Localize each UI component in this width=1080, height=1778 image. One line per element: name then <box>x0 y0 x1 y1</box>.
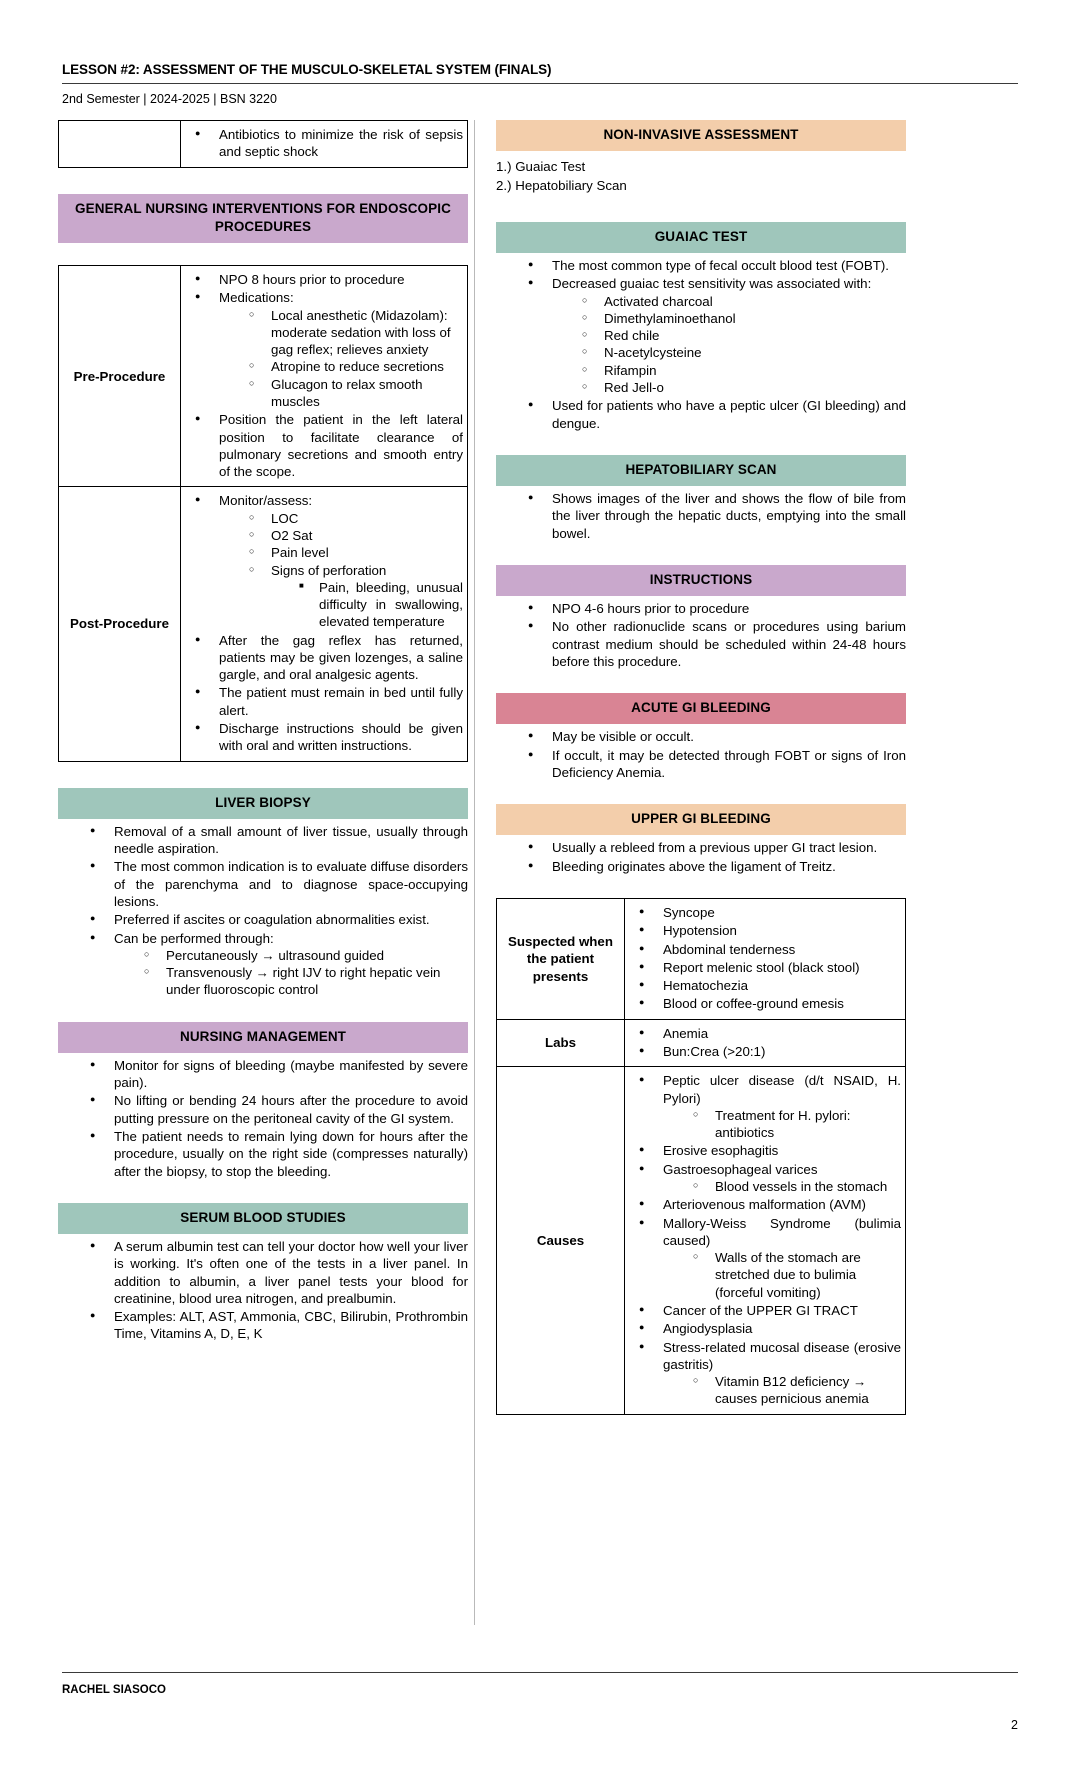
list-item: ● May be visible or occult. <box>526 728 906 745</box>
carryover-list <box>185 126 463 161</box>
hepatobiliary-scan-banner: HEPATOBILIARY SCAN <box>496 455 906 486</box>
sub-list-item: ○ Blood vessels in the stomach <box>691 1178 901 1195</box>
column-divider <box>474 120 475 1625</box>
list-item <box>193 684 463 719</box>
sub-list-item: ○ Red Jell-o <box>580 379 906 396</box>
instructions-banner: INSTRUCTIONS <box>496 565 906 596</box>
list-item: ● Examples: ALT, AST, Ammonia, CBC, Bilirubin, Prothrombin Time, Vitamins A, D, E, K <box>88 1308 468 1343</box>
list-item: ● Antibiotics to minimize the risk of sepsis and septic shock <box>193 126 463 161</box>
list-item <box>637 1072 901 1141</box>
carryover-label <box>59 121 181 168</box>
list-item <box>193 492 463 630</box>
list-item <box>526 257 906 274</box>
nursing-management-banner: NURSING MANAGEMENT <box>58 1022 468 1053</box>
acute-gi-bleeding-banner: ACUTE GI BLEEDING <box>496 693 906 724</box>
sub-list-item: ○ Walls of the stomach are stretched due to bulimia (forceful vomiting) <box>691 1249 901 1301</box>
list-item: ● Syncope <box>637 904 901 921</box>
upper-gi-bleeding-list <box>496 839 906 875</box>
content-columns <box>0 120 1080 1640</box>
sub-list-item: ○ Percutaneously → ultrasound guided <box>142 947 468 964</box>
list-item-text: Mallory-Weiss Syndrome (bulimia caused) <box>663 1215 901 1248</box>
labs-list <box>629 1025 901 1061</box>
sub-list <box>114 947 468 999</box>
sub-list-item: ○ O2 Sat <box>247 527 463 544</box>
pre-procedure-label: Pre-Procedure <box>59 266 181 487</box>
list-item-text: Arteriovenous malformation (AVM) <box>663 1197 866 1213</box>
list-item <box>526 275 906 396</box>
page-number: 2 <box>1011 1718 1018 1732</box>
list-item-text: Peptic ulcer disease (d/t NSAID, H. Pylori) <box>663 1073 901 1106</box>
list-item-text: Preferred if ascites or coagulation abnormalities exist. <box>114 912 430 928</box>
list-item: ● Hematochezia <box>637 977 901 994</box>
acute-gi-bleeding-list <box>496 728 906 781</box>
list-item: ● Anemia <box>637 1025 901 1042</box>
list-item-text: The patient must remain in bed until fully alert. <box>219 685 463 718</box>
footer-author: RACHEL SIASOCO <box>62 1684 166 1696</box>
liver-biopsy-list <box>58 823 468 999</box>
sub-list <box>219 307 463 411</box>
list-item: ● Bleeding originates above the ligament of Treitz. <box>526 858 906 875</box>
list-item-text: Monitor/assess: <box>219 493 313 509</box>
list-item <box>88 823 468 858</box>
suspected-label: Suspected when the patient presents <box>497 899 625 1020</box>
guaiac-test-banner: GUAIAC TEST <box>496 222 906 253</box>
list-item: ● Hypotension <box>637 922 901 939</box>
carryover-body <box>181 121 468 168</box>
list-item <box>193 720 463 755</box>
list-item <box>637 1302 901 1319</box>
sub-list-item: ○ N-acetylcysteine <box>580 344 906 361</box>
list-item <box>637 1339 901 1408</box>
list-item <box>193 271 463 288</box>
list-item-text: Removal of a small amount of liver tissue, usually through needle aspiration. <box>114 823 468 857</box>
list-item: ● Bun:Crea (>20:1) <box>637 1043 901 1060</box>
list-item: ● Monitor for signs of bleeding (maybe manifested by severe pain). <box>88 1057 468 1092</box>
sub-list-item: ○ Vitamin B12 deficiency → causes pernicious anemia <box>691 1373 901 1408</box>
list-item-text: Gastroesophageal varices <box>663 1161 818 1177</box>
sub-list-item: ○ Activated charcoal <box>580 293 906 310</box>
causes-list <box>629 1072 901 1407</box>
sub-list-item: ○ Rifampin <box>580 362 906 379</box>
serum-blood-studies-banner: SERUM BLOOD STUDIES <box>58 1203 468 1234</box>
pre-procedure-list <box>185 271 463 480</box>
list-item <box>637 1161 901 1196</box>
list-item: ● Shows images of the liver and shows the flow of bile from the liver through the hepatic ducts, emptying into the small bowel. <box>526 490 906 542</box>
list-item: ● If occult, it may be detected through FOBT or signs of Iron Deficiency Anemia. <box>526 747 906 782</box>
list-item <box>193 632 463 684</box>
sub-list <box>219 510 463 631</box>
list-item-text: Decreased guaiac test sensitivity was associated with: <box>552 276 872 292</box>
list-item <box>637 1215 901 1301</box>
guaiac-test-list <box>496 257 906 432</box>
sub-list-item: ○ Dimethylaminoethanol <box>580 310 906 327</box>
page-subtitle: 2nd Semester | 2024-2025 | BSN 3220 <box>62 92 277 106</box>
sub-sub-list-item: ■ Pain, bleeding, unusual difficulty in swallowing, elevated temperature <box>297 579 463 631</box>
upper-gi-bleeding-banner: UPPER GI BLEEDING <box>496 804 906 835</box>
list-item <box>88 930 468 999</box>
endoscopic-interventions-banner: GENERAL NURSING INTERVENTIONS FOR ENDOSCOPIC PROCEDURES <box>58 194 468 243</box>
serum-blood-studies-list <box>58 1238 468 1343</box>
suspected-body <box>625 899 906 1020</box>
list-item-text: After the gag reflex has returned, patients may be given lozenges, a saline gargle, and oral analgesic agents. <box>219 632 463 683</box>
causes-body <box>625 1067 906 1414</box>
table-row-causes <box>497 1067 906 1414</box>
sub-list-item: ○ LOC <box>247 510 463 527</box>
list-item: ● No other radionuclide scans or procedures using barium contrast medium should be scheduled within 24-48 hours before this procedure. <box>526 618 906 670</box>
list-item-text: Erosive esophagitis <box>663 1143 779 1159</box>
causes-label: Causes <box>497 1067 625 1414</box>
list-item <box>637 1320 901 1337</box>
endoscopic-procedures-table <box>58 265 468 762</box>
list-item: ● Blood or coffee-ground emesis <box>637 995 901 1012</box>
left-column <box>58 120 468 1344</box>
post-procedure-list <box>185 492 463 754</box>
hepatobiliary-scan-list <box>496 490 906 542</box>
footer-divider <box>62 1672 1018 1673</box>
post-procedure-body <box>181 487 468 761</box>
list-item <box>193 411 463 480</box>
list-item <box>193 289 463 410</box>
page-title: LESSON #2: ASSESSMENT OF THE MUSCULO-SKELETAL SYSTEM (FINALS) <box>62 62 552 77</box>
list-item: 1.) Guaiac Test <box>496 159 586 175</box>
sub-list <box>663 1249 901 1301</box>
list-item: ● Report melenic stool (black stool) <box>637 959 901 976</box>
list-item-text: Position the patient in the left lateral position to facilitate clearance of pulmonary secretions and smooth entry of the scope. <box>219 412 463 480</box>
list-item: ● Abdominal tenderness <box>637 941 901 958</box>
table-row-post-procedure <box>59 487 468 761</box>
table-row <box>59 121 468 168</box>
document-header <box>62 62 1018 106</box>
list-item-text: NPO 8 hours prior to procedure <box>219 272 405 287</box>
list-item: ● The patient needs to remain lying down for hours after the procedure, usually on the right side (compresses naturally) after the biopsy, to stop the bleeding. <box>88 1128 468 1180</box>
list-item: ● Usually a rebleed from a previous upper GI tract lesion. <box>526 839 906 856</box>
list-item-text: Cancer of the UPPER GI TRACT <box>663 1302 858 1318</box>
sub-list <box>552 293 906 397</box>
table-row-labs <box>497 1019 906 1067</box>
list-item-text: The most common type of fecal occult blood test (FOBT). <box>552 257 889 273</box>
list-item: 2.) Hepatobiliary Scan <box>496 178 627 194</box>
list-item <box>637 1196 901 1213</box>
post-procedure-label: Post-Procedure <box>59 487 181 761</box>
sub-list-item: ○ Glucagon to relax smooth muscles <box>247 376 463 411</box>
list-item <box>88 911 468 928</box>
list-item: ● A serum albumin test can tell your doctor how well your liver is working. It's often one of the tests in a liver panel. In addition to albumin, a liver panel tests your blood for creatinine, blood urea nitrogen, and prealbumin. <box>88 1238 468 1307</box>
liver-biopsy-banner: LIVER BIOPSY <box>58 788 468 819</box>
carryover-table <box>58 120 468 168</box>
list-item: ● No lifting or bending 24 hours after the procedure to avoid putting pressure on the peritoneal cavity of the GI system. <box>88 1092 468 1127</box>
labs-label: Labs <box>497 1019 625 1067</box>
table-row-pre-procedure <box>59 266 468 487</box>
sub-list-item: ○ Treatment for H. pylori: antibiotics <box>691 1107 901 1142</box>
list-item-text: Stress-related mucosal disease (erosive gastritis) <box>663 1339 901 1372</box>
table-row-suspected <box>497 899 906 1020</box>
non-invasive-assessment-banner: NON-INVASIVE ASSESSMENT <box>496 120 906 151</box>
list-item-text: Can be performed through: <box>114 930 274 946</box>
sub-list <box>663 1178 901 1195</box>
pre-procedure-body <box>181 266 468 487</box>
labs-body <box>625 1019 906 1067</box>
list-item <box>637 1142 901 1159</box>
right-column <box>496 120 906 1415</box>
instructions-list <box>496 600 906 670</box>
sub-list-item <box>247 562 463 631</box>
sub-sub-list <box>271 579 463 631</box>
list-item <box>88 858 468 910</box>
sub-list-item: ○ Pain level <box>247 544 463 561</box>
nursing-management-list <box>58 1057 468 1180</box>
sub-list-item: ○ Local anesthetic (Midazolam): moderate sedation with loss of gag reflex; relieves anxiety <box>247 307 463 359</box>
list-item-text: The most common indication is to evaluate diffuse disorders of the parenchyma and to diagnose space-occupying lesions. <box>114 859 468 909</box>
list-item <box>526 397 906 432</box>
list-item: ● NPO 4-6 hours prior to procedure <box>526 600 906 617</box>
list-item-text: Used for patients who have a peptic ulcer (GI bleeding) and dengue. <box>552 398 906 431</box>
non-invasive-list <box>496 157 906 196</box>
sub-list-item: ○ Atropine to reduce secretions <box>247 358 463 375</box>
sub-list-item: ○ Red chile <box>580 327 906 344</box>
suspected-list <box>629 904 901 1013</box>
list-item-text: Medications: <box>219 290 294 306</box>
list-item-text: Angiodysplasia <box>663 1321 753 1337</box>
sub-list-item: ○ Transvenously → right IJV to right hepatic vein under fluoroscopic control <box>142 964 468 999</box>
list-item-text: Discharge instructions should be given with oral and written instructions. <box>219 721 463 754</box>
sub-list-item-text: Signs of perforation <box>271 562 387 578</box>
ugib-details-table <box>496 898 906 1415</box>
sub-list <box>663 1107 901 1142</box>
sub-list <box>663 1373 901 1408</box>
